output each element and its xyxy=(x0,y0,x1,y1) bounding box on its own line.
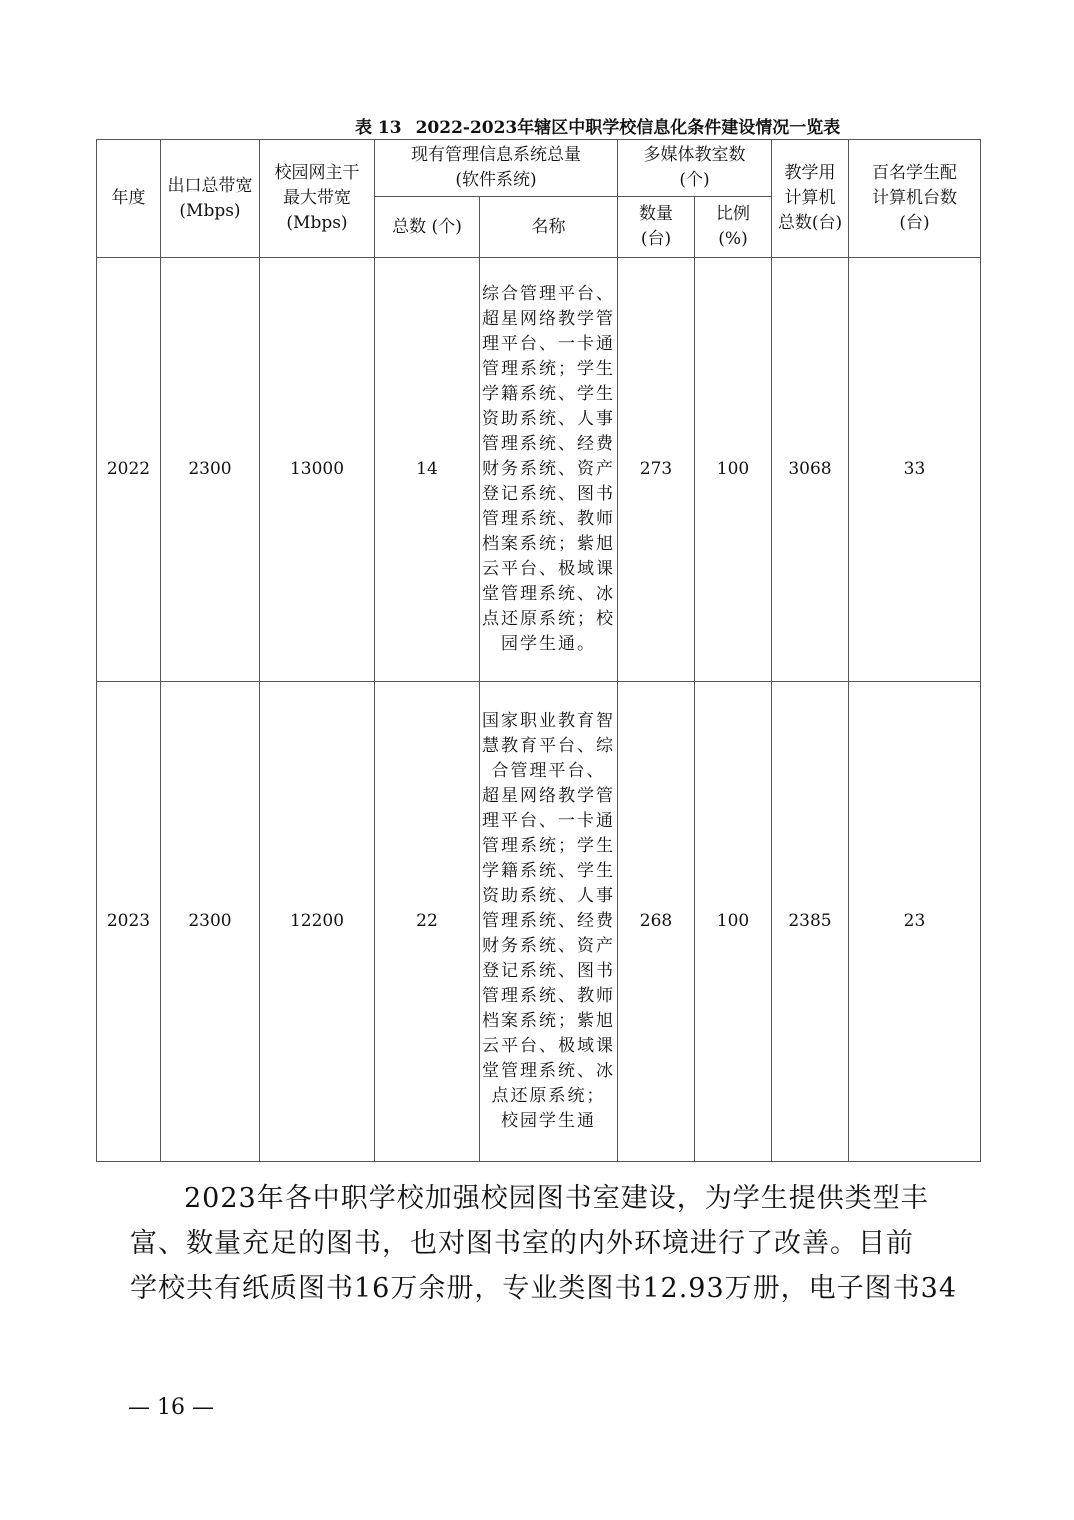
table-row xyxy=(97,258,981,682)
system-name-line: 点还原系统；校 xyxy=(482,609,615,629)
table-caption xyxy=(355,113,915,138)
cell-campus: 13000 xyxy=(260,258,375,682)
cell-outlet: 2300 xyxy=(161,258,260,682)
system-name-line: 合管理平台、 xyxy=(491,761,606,781)
body-paragraph xyxy=(130,1176,960,1311)
system-name-line: 学籍系统、学生 xyxy=(482,384,615,404)
system-name-line: 国家职业教育智 xyxy=(482,711,615,731)
header-campus-bandwidth: 校园网主干 最大带宽 (Mbps) xyxy=(260,140,375,258)
cell-names xyxy=(480,258,618,682)
system-name-line: 资助系统、人事 xyxy=(482,886,615,906)
cell-total: 22 xyxy=(375,682,480,1162)
system-name-line: 资助系统、人事 xyxy=(482,409,615,429)
system-name-line: 学籍系统、学生 xyxy=(482,861,615,881)
paragraph-line: 富、数量充足的图书，也对图书室的内外环境进行了改善。目前 xyxy=(130,1228,914,1259)
system-name-line: 理平台、一卡通 xyxy=(482,811,615,831)
system-name-line: 慧教育平台、综 xyxy=(482,736,615,756)
header-mgmt-systems: 现有管理信息系统总量 (软件系统) xyxy=(375,140,618,197)
cell-campus: 12200 xyxy=(260,682,375,1162)
info-table xyxy=(96,139,981,1162)
system-name-line: 登记系统、图书 xyxy=(482,961,615,981)
header-multimedia: 多媒体教室数 (个) xyxy=(618,140,772,197)
system-name-line: 云平台、极域课 xyxy=(482,1036,615,1056)
cell-names xyxy=(480,682,618,1162)
system-name-line: 管理系统；学生 xyxy=(482,359,615,379)
system-name-line: 校园学生通 xyxy=(501,1111,596,1131)
table-row xyxy=(97,682,981,1162)
header-mm-count: 数量 (台) xyxy=(618,197,695,258)
cell-mm-ratio: 100 xyxy=(695,258,772,682)
header-mgmt-total: 总数 (个) xyxy=(375,197,480,258)
header-year: 年度 xyxy=(97,140,161,258)
system-name-line: 理平台、一卡通 xyxy=(482,334,615,354)
system-name-line: 管理系统、教师 xyxy=(482,509,615,529)
system-name-line: 堂管理系统、冰 xyxy=(482,1061,615,1081)
cell-per-hundred: 23 xyxy=(849,682,981,1162)
system-name-line: 超星网络教学管 xyxy=(482,786,615,806)
system-name-line: 档案系统；紫旭 xyxy=(482,534,615,554)
system-name-line: 管理系统、教师 xyxy=(482,986,615,1006)
cell-per-hundred: 33 xyxy=(849,258,981,682)
system-name-line: 管理系统；学生 xyxy=(482,836,615,856)
cell-mm-count: 273 xyxy=(618,258,695,682)
system-name-line: 超星网络教学管 xyxy=(482,309,615,329)
system-name-line: 财务系统、资产 xyxy=(482,936,615,956)
header-mgmt-names: 名称 xyxy=(480,197,618,258)
cell-computers: 3068 xyxy=(772,258,849,682)
cell-total: 14 xyxy=(375,258,480,682)
cell-outlet: 2300 xyxy=(161,682,260,1162)
system-name-line: 档案系统；紫旭 xyxy=(482,1011,615,1031)
cell-year: 2022 xyxy=(97,258,161,682)
header-outlet-bandwidth: 出口总带宽 (Mbps) xyxy=(161,140,260,258)
system-name-line: 云平台、极域课 xyxy=(482,559,615,579)
cell-mm-count: 268 xyxy=(618,682,695,1162)
page-number: — 16 — xyxy=(128,1395,214,1420)
system-name-line: 点还原系统； xyxy=(491,1086,606,1106)
system-name-line: 园学生通。 xyxy=(501,634,596,654)
system-name-line: 财务系统、资产 xyxy=(482,459,615,479)
system-name-line: 堂管理系统、冰 xyxy=(482,584,615,604)
table-number: 表 13 xyxy=(355,118,402,138)
system-name-line: 综合管理平台、 xyxy=(482,284,615,304)
cell-computers: 2385 xyxy=(772,682,849,1162)
system-name-line: 登记系统、图书 xyxy=(482,484,615,504)
paragraph-line: 学校共有纸质图书16万余册，专业类图书12.93万册，电子图书34 xyxy=(130,1273,958,1304)
header-mm-ratio: 比例 (%) xyxy=(695,197,772,258)
cell-year: 2023 xyxy=(97,682,161,1162)
header-teaching-computers: 教学用 计算机 总数(台) xyxy=(772,140,849,258)
header-per-hundred: 百名学生配 计算机台数 (台) xyxy=(849,140,981,258)
system-name-line: 管理系统、经费 xyxy=(482,434,615,454)
system-name-line: 管理系统、经费 xyxy=(482,911,615,931)
table-title: 2022-2023年辖区中职学校信息化条件建设情况一览表 xyxy=(415,118,841,138)
paragraph-line: 2023年各中职学校加强校园图书室建设，为学生提供类型丰 xyxy=(184,1183,929,1214)
cell-mm-ratio: 100 xyxy=(695,682,772,1162)
